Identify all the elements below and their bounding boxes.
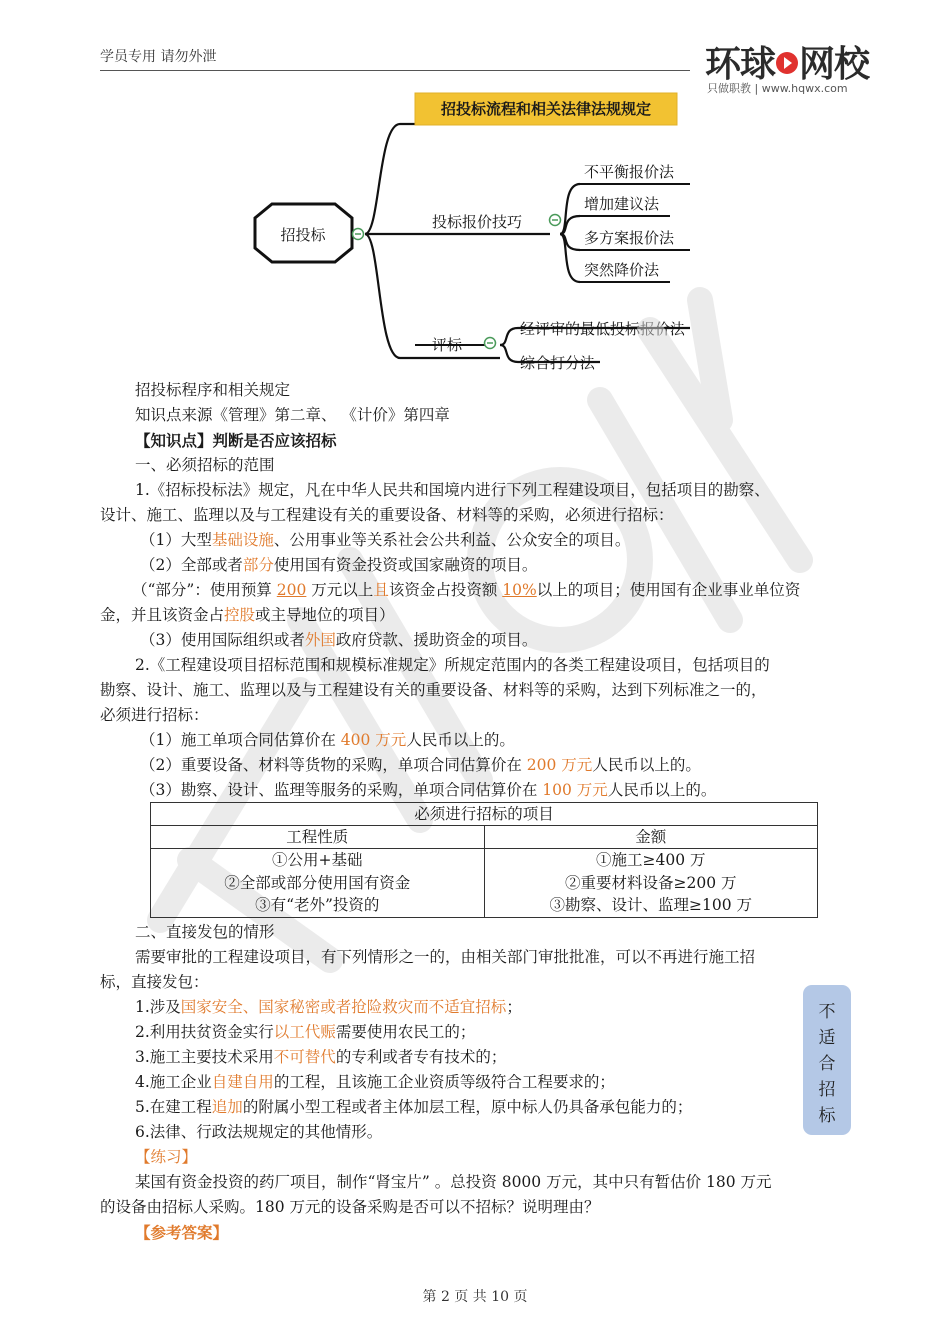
- mindmap-diagram: [240, 88, 690, 373]
- mindmap-leaf: 不平衡报价法: [584, 163, 675, 181]
- answer-label: 【参考答案】: [135, 1223, 229, 1242]
- text-line: 1.《招标投标法》规定，凡在中华人民共和国境内进行下列工程建设项目，包括项目的勘察、: [135, 481, 770, 499]
- table-header: 金额: [484, 826, 818, 849]
- question-text: 某国有资金投资的药厂项目，制作“肾宝片” 。总投资 8000 万元，其中只有暂估价 180 万元: [135, 1173, 772, 1191]
- text-line: （“部分”：使用预算 200 万元以上且该资金占投资额 10%以上的项目；使用国有企业事业单位资: [132, 581, 801, 599]
- text-line: 招投标程序和相关规定: [135, 381, 291, 399]
- requirement-table: [150, 802, 818, 918]
- page-number: 第 2 页 共 10 页: [422, 1289, 528, 1305]
- not-suitable-note: 不 适 合 招 标: [803, 985, 851, 1135]
- section-heading: 【知识点】判断是否应该招标: [135, 431, 337, 450]
- mindmap-leaf: 多方案报价法: [584, 229, 675, 247]
- practice-label: 【练习】: [135, 1148, 198, 1166]
- text-line: （2）重要设备、材料等货物的采购，单项合同估算价在 200 万元人民币以上的。: [140, 756, 701, 774]
- text-line: 金，并且该资金占控股或主导地位的项目）: [100, 606, 395, 624]
- logo-tagline: 只做职教 | www.hqwx.com: [707, 82, 848, 95]
- mindmap-branch-evaluation: 评标: [432, 336, 463, 354]
- table-caption: 必须进行招标的项目: [151, 803, 818, 826]
- mindmap-leaf: 突然降价法: [584, 261, 660, 279]
- table-header: 工程性质: [151, 826, 485, 849]
- text-line: 标，直接发包：: [100, 973, 209, 991]
- section-heading: 二、直接发包的情形: [135, 923, 275, 941]
- text-line: 勘察、设计、施工、监理以及与工程建设有关的重要设备、材料等的采购，达到下列标准之一的，: [100, 681, 767, 699]
- section-heading: 一、必须招标的范围: [135, 456, 275, 474]
- mindmap-leaf: 增加建议法: [584, 195, 660, 213]
- mindmap-branch-bidding: 投标报价技巧: [432, 213, 523, 231]
- question-text: 的设备由招标人采购。180 万元的设备采购是否可以不招标？说明理由？: [100, 1198, 600, 1216]
- text-line: 必须进行招标：: [100, 706, 209, 724]
- text-line: 需要审批的工程建设项目，有下列情形之一的，由相关部门审批批准，可以不再进行施工招: [135, 948, 756, 966]
- mindmap-leaf: 经评审的最低投标报价法: [520, 320, 686, 338]
- collapse-icon: [550, 215, 561, 226]
- list-item: 2.利用扶贫资金实行以工代赈需要使用农民工的；: [135, 1023, 476, 1041]
- text-line: （1）大型基础设施、公用事业等关系社会公共利益、公众安全的项目。: [140, 531, 631, 549]
- list-item: 5.在建工程追加的附属小型工程或者主体加层工程，原中标人仍具备承包能力的；: [135, 1098, 693, 1116]
- text-line: （2）全部或者部分使用国有资金投资或国家融资的项目。: [140, 556, 538, 574]
- play-icon: [776, 52, 798, 74]
- logo-wordmark: 环球 网校: [705, 44, 870, 85]
- text-line: （3）勘察、设计、监理等服务的采购，单项合同估算价在 100 万元人民币以上的。: [140, 781, 717, 799]
- table-cell: ①公用+基础 ②全部或部分使用国有资金 ③有“老外”投资的: [151, 849, 485, 918]
- header-divider: [100, 70, 690, 71]
- list-item: 3.施工主要技术采用不可替代的专利或者专有技术的；: [135, 1048, 507, 1066]
- mindmap-root-label: 招投标: [280, 226, 326, 244]
- collapse-icon: [485, 338, 496, 349]
- text-line: （3）使用国际组织或者外国政府贷款、援助资金的项目。: [140, 631, 538, 649]
- text-line: （1）施工单项合同估算价在 400 万元人民币以上的。: [140, 731, 515, 749]
- text-line: 2.《工程建设项目招标范围和规模标准规定》所规定范围内的各类工程建设项目，包括项目的: [135, 656, 770, 674]
- list-item: 1.涉及国家安全、国家秘密或者抢险救灾而不适宜招标；: [135, 998, 522, 1016]
- header-note: 学员专用 请勿外泄: [100, 49, 217, 65]
- table-cell: ①施工≥400 万 ②重要材料设备≥200 万 ③勘察、设计、监理≥100 万: [484, 849, 818, 918]
- list-item: 4.施工企业自建自用的工程，且该施工企业资质等级符合工程要求的；: [135, 1073, 615, 1091]
- text-line: 知识点来源《管理》第二章、 《计价》第四章: [135, 406, 450, 424]
- list-item: 6.法律、行政法规规定的其他情形。: [135, 1123, 383, 1141]
- mindmap-leaf: 综合打分法: [520, 354, 596, 372]
- mindmap-title: 招投标流程和相关法律法规规定: [440, 100, 652, 118]
- text-line: 设计、施工、监理以及与工程建设有关的重要设备、材料等的采购，必须进行招标：: [100, 506, 674, 524]
- collapse-icon: [353, 229, 364, 240]
- brand-logo: [705, 36, 875, 96]
